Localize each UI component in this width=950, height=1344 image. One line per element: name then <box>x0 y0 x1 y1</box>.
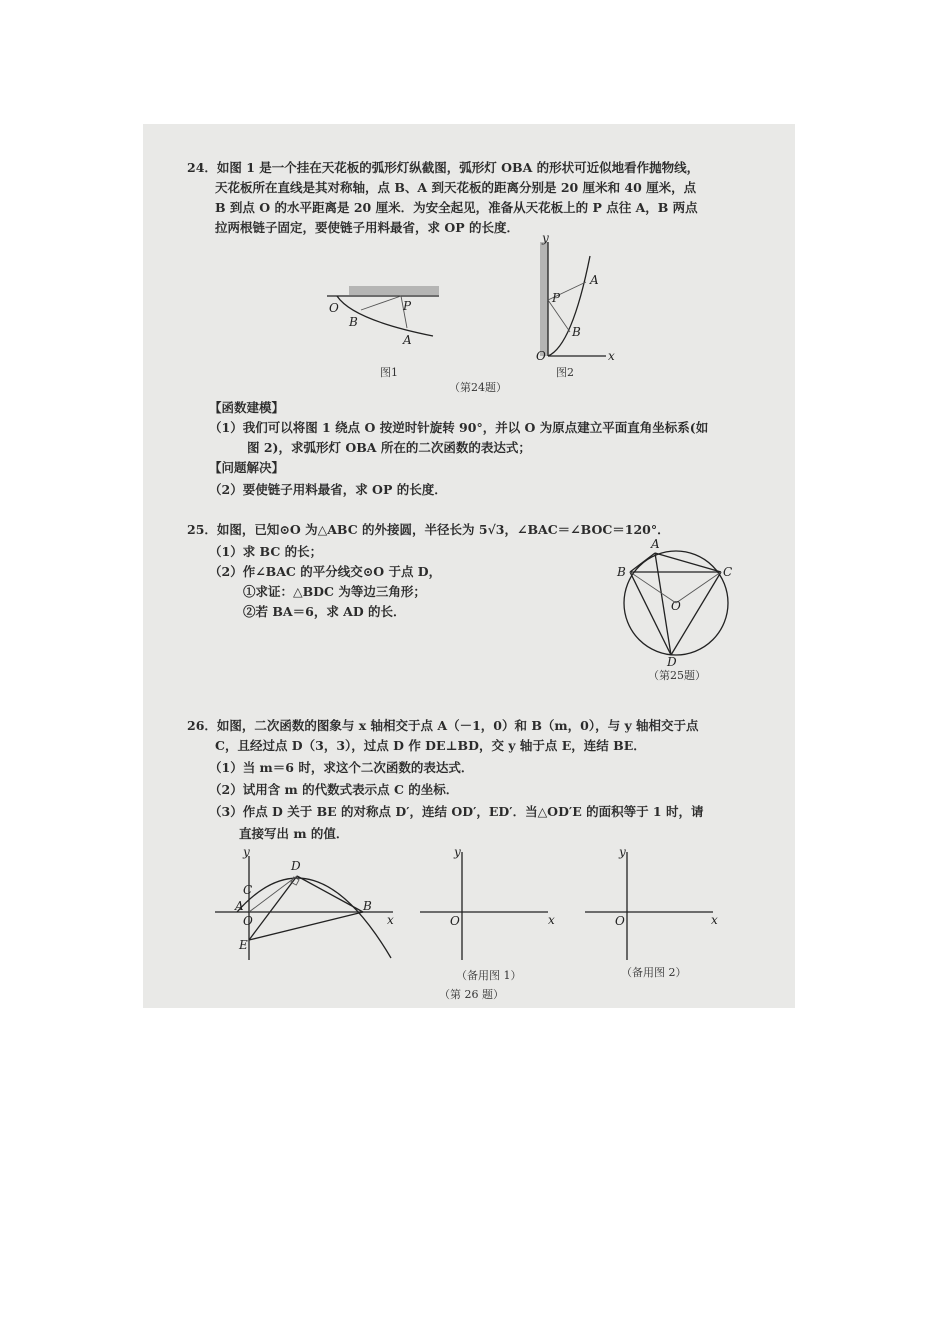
q26-main-label-x: x <box>387 913 394 927</box>
q24-fig2-label-y: y <box>542 231 549 245</box>
q24-fig2-label-x: x <box>608 349 615 363</box>
q25-sub1: ①求证：△BDC 为等边三角形； <box>243 584 426 599</box>
q24-fig2-caption: 图2 <box>556 366 574 379</box>
q26-figure-caption: （第 26 题） <box>439 988 504 1001</box>
q24-figure-1 <box>323 284 443 354</box>
q26-spare2-caption: （备用图 2） <box>621 966 687 979</box>
q26-line-5: （3）作点 D 关于 BE 的对称点 D′，连结 OD′，ED′．当△OD′E 的面积等于 1 时，请 <box>209 804 704 819</box>
q25-part1: （1）求 BC 的长； <box>209 544 323 559</box>
q26-line-1: 26．如图，二次函数的图象与 x 轴相交于点 A（－1，0）和 B（m，0），与 y 轴相交于点 <box>187 718 699 733</box>
q26-main-label-y: y <box>243 845 250 859</box>
q24-fig2-label-B: B <box>572 325 581 339</box>
q24-fig2-label-P: P <box>552 291 561 305</box>
q26-main-label-B: B <box>363 899 372 913</box>
q26-spare-figure-2 <box>583 845 723 963</box>
q26-main-label-E: E <box>239 938 248 952</box>
q24-fig2-label-A: A <box>590 273 599 287</box>
q24-fig1-label-A: A <box>403 333 412 347</box>
q24-fig1-label-P: P <box>403 299 412 313</box>
q26-spare2-label-y: y <box>619 845 626 859</box>
q25-label-A: A <box>651 537 660 551</box>
q24-fig1-label-B: B <box>349 315 358 329</box>
q26-line-6: 直接写出 m 的值． <box>239 826 349 841</box>
q26-main-label-O: O <box>243 914 253 928</box>
q24-section-modeling: 【函数建模】 <box>209 400 285 415</box>
q24-figure-caption: （第24题） <box>449 381 507 394</box>
q24-part1-line-2: 图 2)，求弧形灯 OBA 所在的二次函数的表达式； <box>247 440 531 455</box>
q24-line-4: 拉两根链子固定，要使链子用料最省，求 OP 的长度． <box>215 220 519 235</box>
q24-fig1-caption: 图1 <box>380 366 398 379</box>
q26-spare1-label-O: O <box>450 914 460 928</box>
q24-figure-2 <box>528 231 618 366</box>
q25-label-B: B <box>617 565 626 579</box>
q26-spare-figure-1 <box>418 845 558 963</box>
q26-main-label-D: D <box>291 859 301 873</box>
q26-line-4: （2）试用含 m 的代数式表示点 C 的坐标． <box>209 782 459 797</box>
q26-line-3: （1）当 m＝6 时，求这个二次函数的表达式． <box>209 760 474 775</box>
q25-label-C: C <box>723 565 733 579</box>
q26-main-label-C: C <box>243 883 253 897</box>
q26-spare2-label-x: x <box>711 913 718 927</box>
q24-fig1-label-O: O <box>329 301 339 315</box>
q25-line-1: 25．如图，已知⊙O 为△ABC 的外接圆，半径长为 5√3，∠BAC＝∠BOC＝120°． <box>187 522 670 537</box>
q25-part2: （2）作∠BAC 的平分线交⊙O 于点 D， <box>209 564 442 579</box>
q26-line-2: C，且经过点 D（3，3），过点 D 作 DE⊥BD，交 y 轴于点 E，连结 BE． <box>215 738 646 753</box>
q24-line-1: 24．如图 1 是一个挂在天花板的弧形灯纵截图，弧形灯 OBA 的形状可近似地看作抛物线， <box>187 160 700 175</box>
q24-part1-line-1: （1）我们可以将图 1 绕点 O 按逆时针旋转 90°，并以 O 为原点建立平面直角坐标系(如 <box>209 420 709 435</box>
q24-line-3: B 到点 O 的水平距离是 20 厘米．为安全起见，准备从天花板上的 P 点往 A，B 两点 <box>215 200 698 215</box>
q26-spare1-label-x: x <box>548 913 555 927</box>
q24-part2: （2）要使链子用料最省，求 OP 的长度． <box>209 482 447 497</box>
q26-main-figure <box>213 845 403 963</box>
q25-sub2: ②若 BA＝6，求 AD 的长． <box>243 604 406 619</box>
q26-spare2-label-O: O <box>615 914 625 928</box>
q24-line-2: 天花板所在直线是其对称轴，点 B、A 到天花板的距离分别是 20 厘米和 40 厘米，点 <box>215 180 697 195</box>
q24-section-solving: 【问题解决】 <box>209 460 285 475</box>
q25-label-O: O <box>671 599 681 613</box>
q25-label-D: D <box>667 655 677 669</box>
q26-spare1-caption: （备用图 1） <box>456 969 522 982</box>
q26-spare1-label-y: y <box>454 845 461 859</box>
exam-page-photo <box>143 124 795 1008</box>
q25-figure-caption: （第25题） <box>648 669 706 682</box>
q25-figure <box>613 534 733 669</box>
q24-fig2-label-O: O <box>536 349 546 363</box>
q26-main-label-A: A <box>235 899 244 913</box>
